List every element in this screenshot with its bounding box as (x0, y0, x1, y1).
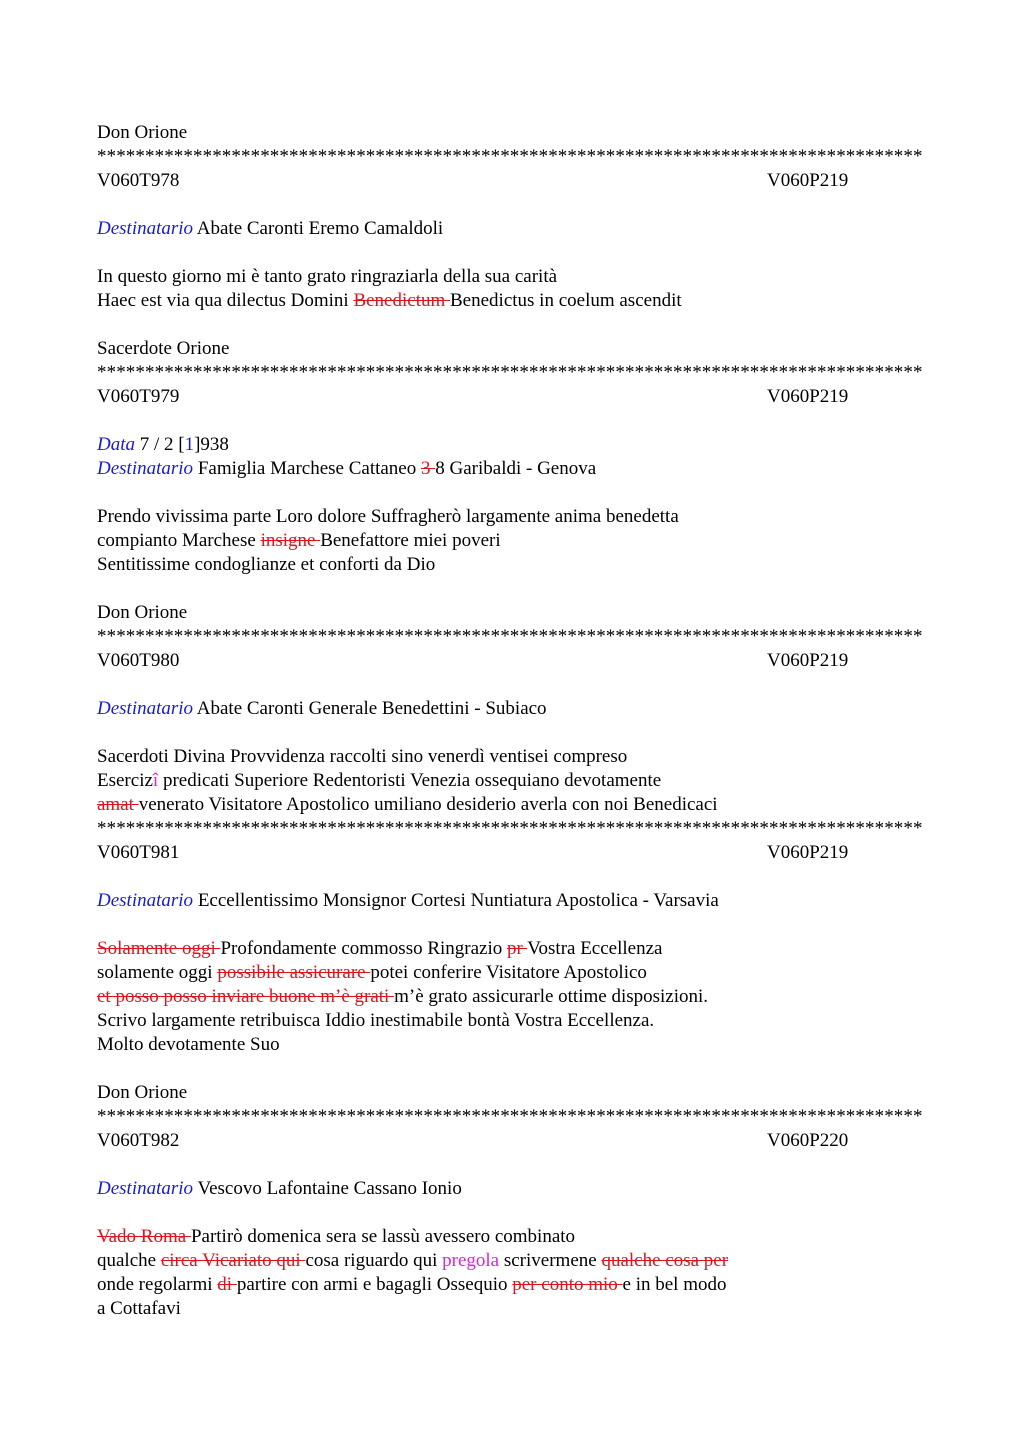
letter-codes (97, 169, 927, 193)
body-line (97, 769, 927, 793)
body-line (97, 529, 927, 553)
recipient-label: Destinatario (97, 458, 194, 479)
deleted-text: pr (507, 938, 528, 959)
text-segment: Profondamente commosso Ringrazio (220, 938, 508, 959)
signature: Don Orione (97, 1082, 188, 1103)
body-line: Molto devotamente Suo (97, 1034, 280, 1055)
text-segment: Benefattore miei poveri (320, 530, 501, 551)
text-segment: Partirò domenica sera se lassù avessero combinato (190, 1226, 576, 1247)
date-line (97, 433, 927, 457)
body-line (97, 937, 927, 961)
inserted-text: 1 (184, 434, 195, 455)
signature: Don Orione (97, 602, 188, 623)
text-segment: cosa riguardo qui (305, 1250, 443, 1271)
body-line (97, 985, 927, 1009)
text-segment: onde regolarmi (97, 1274, 218, 1295)
text-code: V060T982 (97, 1130, 180, 1151)
page-code: V060P219 (767, 386, 849, 407)
text-segment: m’è grato assicurarle ottime disposizioni. (394, 986, 709, 1007)
body-line (97, 1273, 927, 1297)
deleted-text: et posso posso inviare buone m’è grati (97, 986, 395, 1007)
recipient-text: Abate Caronti Eremo Camaldoli (196, 218, 444, 239)
recipient-line (97, 457, 927, 481)
separator: ************************************************************************************** (97, 146, 923, 167)
deleted-text: circa Vicariato qui (160, 1250, 306, 1271)
text-segment: potei conferire Visitatore Apostolico (370, 962, 647, 983)
recipient-text: Vescovo Lafontaine Cassano Ionio (197, 1178, 462, 1199)
body-line: a Cottafavi (97, 1298, 181, 1319)
recipient-line (97, 217, 927, 241)
text-code: V060T979 (97, 386, 180, 407)
text-segment: solamente oggi (97, 962, 218, 983)
recipient-text: Eccellentissimo Monsignor Cortesi Nuntiatura Apostolica - Varsavia (197, 890, 719, 911)
deleted-text: per conto mio (512, 1274, 623, 1295)
date-label: Data (97, 434, 135, 455)
page-code: V060P220 (767, 1130, 849, 1151)
separator: ************************************************************************************** (97, 626, 923, 647)
text-segment: Vostra Eccellenza (527, 938, 663, 959)
recipient-label: Destinatario (97, 890, 194, 911)
signature: Sacerdote Orione (97, 338, 230, 359)
page-code: V060P219 (767, 650, 849, 671)
text-segment: scrivermene (499, 1250, 602, 1271)
recipient-label: Destinatario (97, 218, 194, 239)
separator: ************************************************************************************** (97, 1106, 923, 1127)
deleted-text: insigne (260, 530, 321, 551)
separator: ************************************************************************************** (97, 818, 923, 839)
deleted-text: 3 (421, 458, 436, 479)
text-segment: e in bel modo (622, 1274, 727, 1295)
recipient-label: Destinatario (97, 698, 194, 719)
recipient-line (97, 889, 927, 913)
body-line: Scrivo largamente retribuisca Iddio inestimabile bontà Vostra Eccellenza. (97, 1010, 655, 1031)
letter-codes (97, 1129, 927, 1153)
text-segment: compianto Marchese (97, 530, 261, 551)
deleted-text: Solamente oggi (97, 938, 221, 959)
separator: ************************************************************************************** (97, 362, 923, 383)
text-segment: venerato Visitatore Apostolico umiliano desiderio averla con noi Benedicaci (138, 794, 718, 815)
text-code: V060T978 (97, 170, 180, 191)
deleted-text: possibile assicurare (217, 962, 371, 983)
body-line (97, 961, 927, 985)
deleted-text: Vado Roma (97, 1226, 191, 1247)
text-segment: Benedictus in coelum ascendit (450, 290, 682, 311)
annotated-text: î (152, 770, 159, 791)
text-segment: 8 Garibaldi - Genova (435, 458, 597, 479)
page-code: V060P219 (767, 170, 849, 191)
text-segment: partire con armi e bagagli Ossequio (236, 1274, 513, 1295)
body-line (97, 1249, 927, 1273)
text-segment: 7 / 2 [ (139, 434, 185, 455)
recipient-line (97, 697, 927, 721)
body-line: In questo giorno mi è tanto grato ringraziarla della sua carità (97, 266, 558, 287)
text-code: V060T980 (97, 650, 180, 671)
text-code: V060T981 (97, 842, 180, 863)
body-line (97, 1225, 927, 1249)
text-segment: qualche (97, 1250, 161, 1271)
letter-codes (97, 841, 927, 865)
body-line (97, 289, 927, 313)
body-line: Sacerdoti Divina Provvidenza raccolti sino venerdì ventisei compreso (97, 746, 628, 767)
letter-codes (97, 385, 927, 409)
deleted-text: amat (97, 794, 139, 815)
recipient-line (97, 1177, 927, 1201)
letter-codes (97, 649, 927, 673)
text-segment: ]938 (194, 434, 229, 455)
recipient-label: Destinatario (97, 1178, 194, 1199)
deleted-text: qualche cosa per (601, 1250, 729, 1271)
document-page (97, 121, 927, 1321)
recipient-text: Abate Caronti Generale Benedettini - Subiaco (196, 698, 547, 719)
deleted-text: di (217, 1274, 237, 1295)
body-line: Sentitissime condoglianze et conforti da Dio (97, 554, 436, 575)
text-segment: Haec est via qua dilectus Domini (97, 290, 354, 311)
deleted-text: Benedictum (353, 290, 450, 311)
body-line (97, 793, 927, 817)
text-segment: Eserciz (97, 770, 153, 791)
text-segment: predicati Superiore Redentoristi Venezia ossequiano devotamente (158, 770, 662, 791)
signature: Don Orione (97, 122, 188, 143)
body-line: Prendo vivissima parte Loro dolore Suffragherò largamente anima benedetta (97, 506, 679, 527)
page-code: V060P219 (767, 842, 849, 863)
annotated-text: pregola (442, 1250, 500, 1271)
text-segment: Famiglia Marchese Cattaneo (197, 458, 421, 479)
